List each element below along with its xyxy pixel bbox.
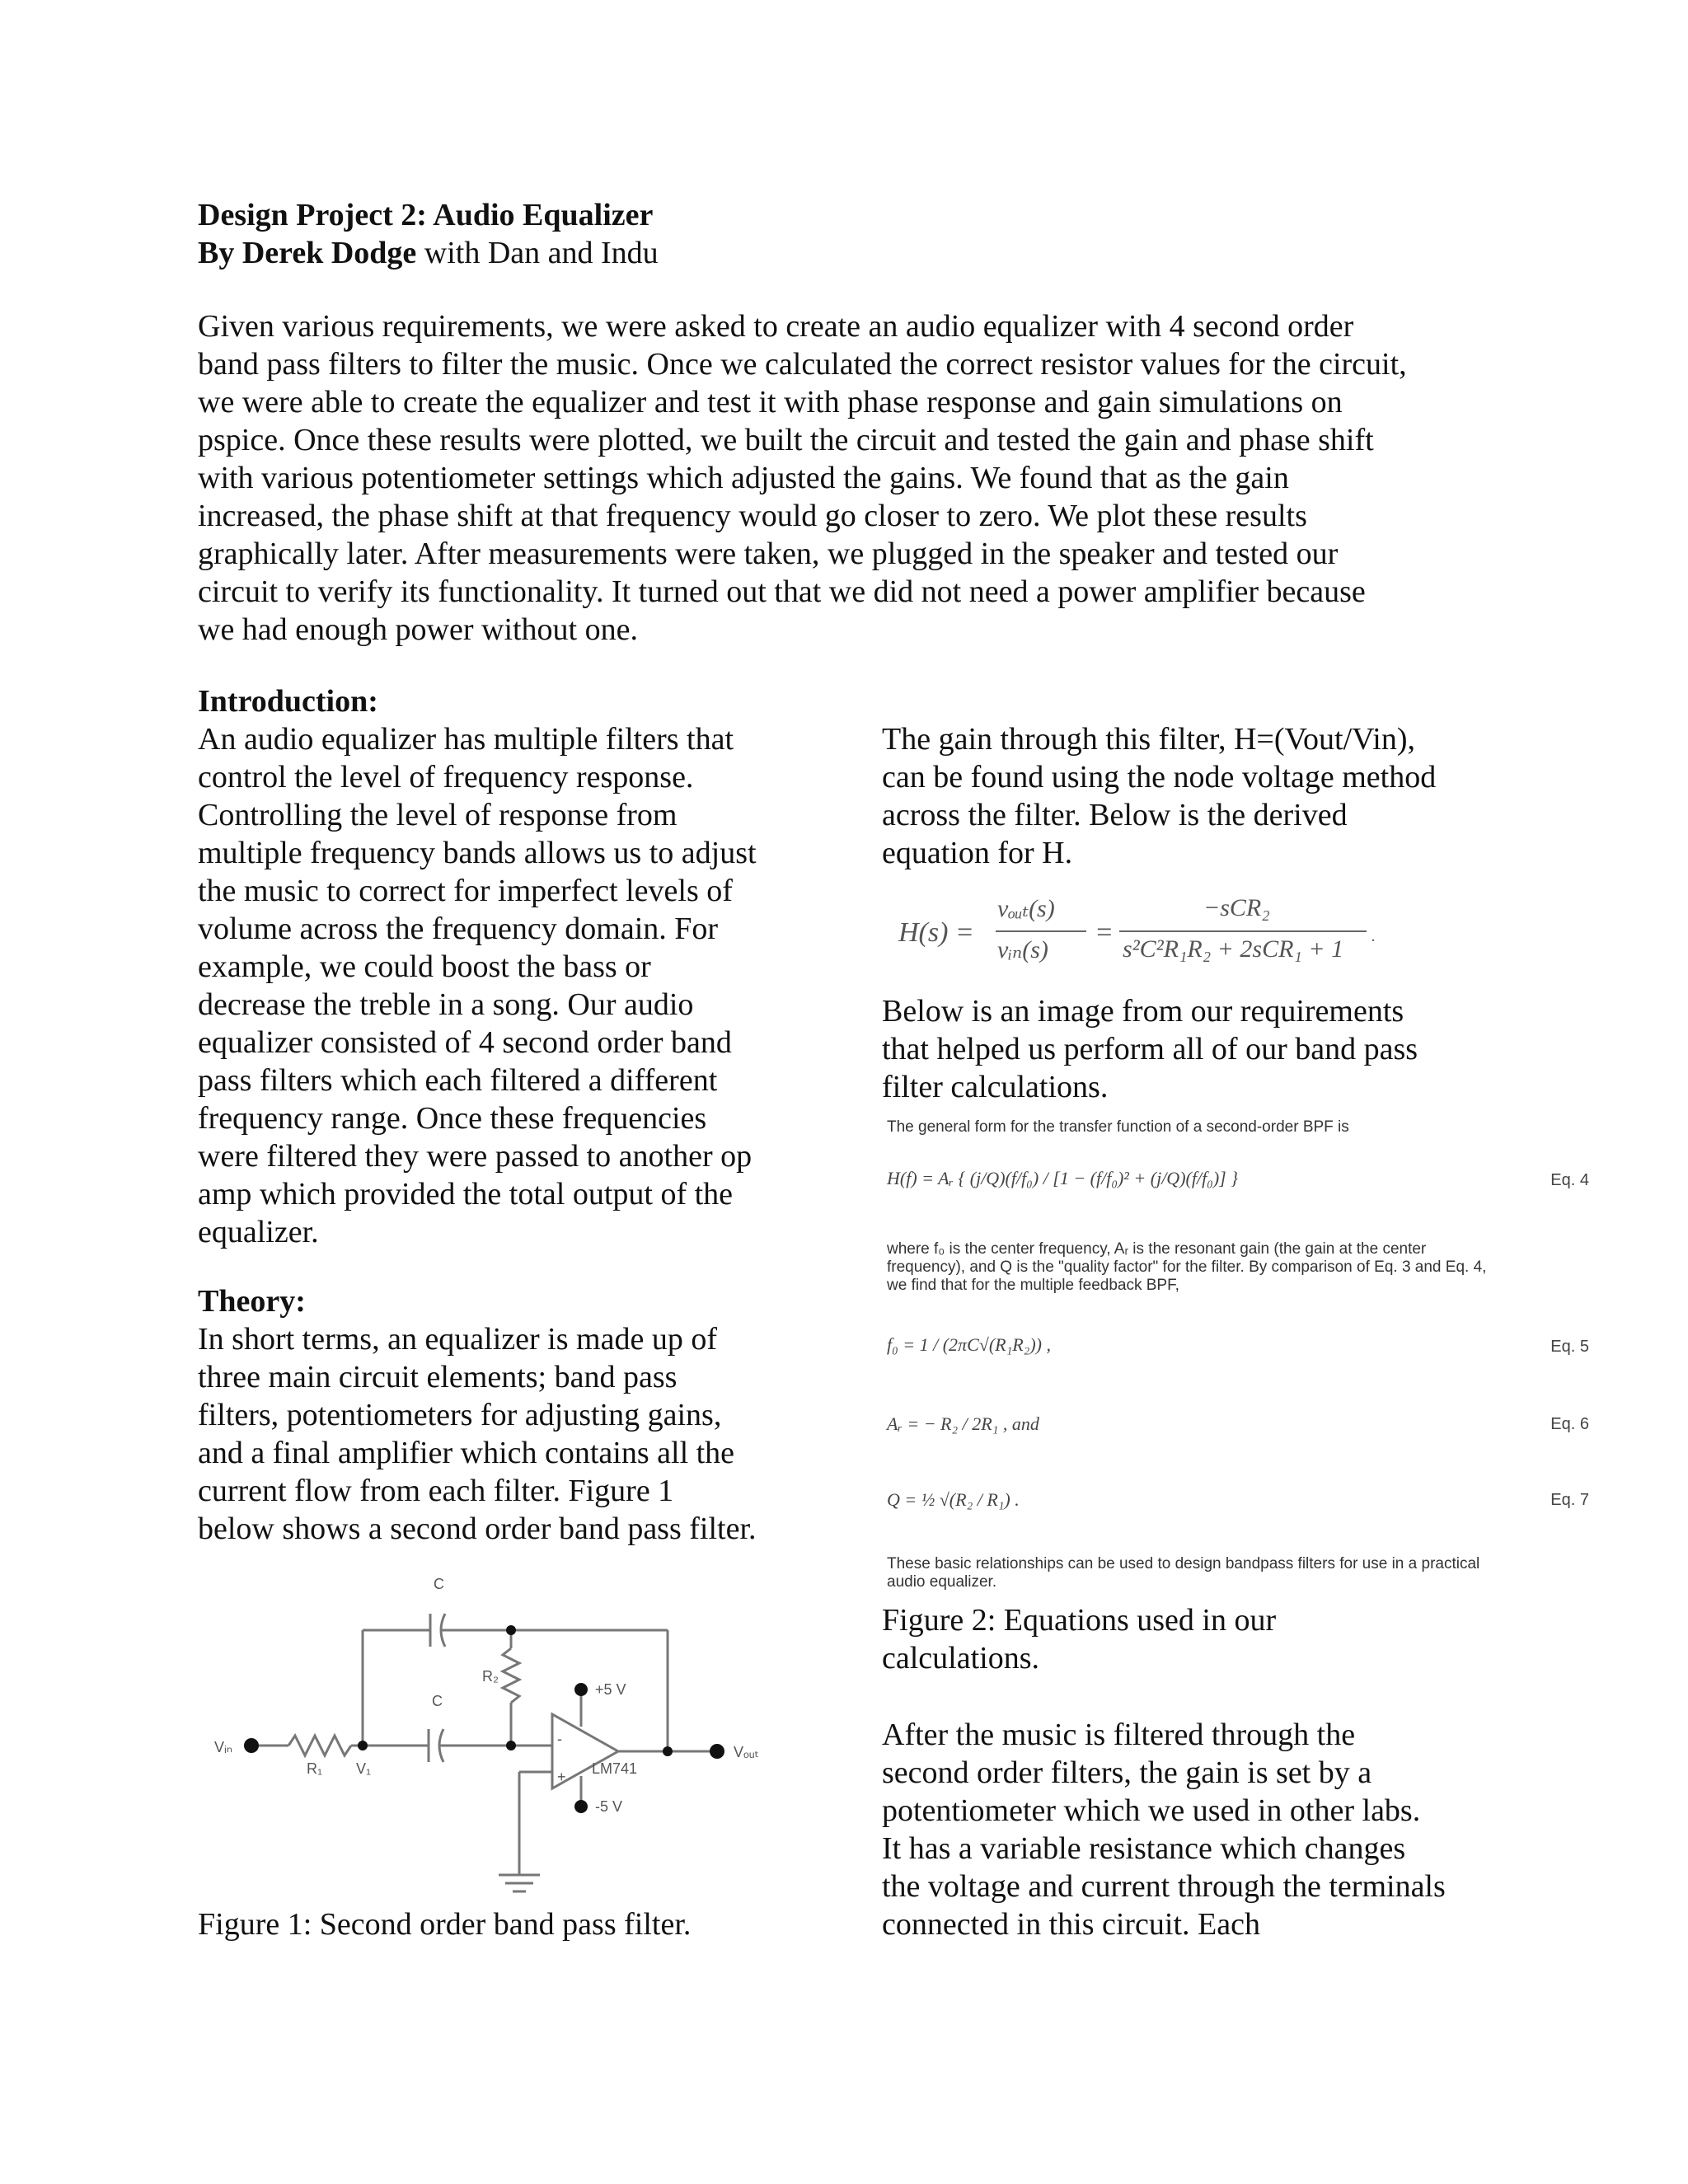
frac1-bar <box>996 930 1086 932</box>
req-intro: The general form for the transfer function of a second-order BPF is <box>887 1118 1349 1136</box>
theory-line: below shows a second order band pass filter. <box>198 1511 757 1546</box>
theory-section <box>198 1282 757 1548</box>
introduction-line: frequency range. Once these frequencies <box>198 1101 707 1136</box>
req-where-line: frequency), and Q is the "quality factor" for the filter. By comparison of Eq. 3 and Eq. 4, <box>887 1258 1487 1276</box>
theory-line: filters, potentiometers for adjusting gains, <box>198 1398 722 1432</box>
label-c-top: C <box>434 1576 444 1592</box>
label-plus-input: + <box>557 1769 566 1785</box>
label-r2: R₂ <box>482 1668 499 1685</box>
abstract-line: we were able to create the equalizer and test it with phase response and gain simulations on <box>198 385 1343 419</box>
introduction-line: the music to correct for imperfect levels of <box>198 874 733 908</box>
requirements-line: that helped us perform all of our band pass <box>882 1032 1418 1066</box>
theory-line: In short terms, an equalizer is made up of <box>198 1322 717 1357</box>
eq-trail: . <box>1372 927 1376 945</box>
potentiometer-paragraph <box>882 1716 1446 1943</box>
gain-paragraph <box>882 720 1436 872</box>
author-name: By Derek Dodge <box>198 236 417 270</box>
introduction-line: amp which provided the total output of the <box>198 1177 734 1212</box>
gain-line: can be found using the node voltage method <box>882 760 1437 794</box>
label-minus5v: -5 V <box>595 1798 623 1815</box>
introduction-line: equalizer consisted of 4 second order band <box>198 1025 732 1060</box>
abstract-line: Given various requirements, we were asked to create an audio equalizer with 4 second order <box>198 309 1354 344</box>
potentiometer-line: It has a variable resistance which changes <box>882 1831 1406 1866</box>
req-closing-line: These basic relationships can be used to design bandpass filters for use in a practical <box>887 1555 1480 1572</box>
abstract-line: circuit to verify its functionality. It turned out that we did not need a power amplifier because <box>198 574 1366 609</box>
req-eq6: Aᵣ = − R₂ / 2R₁ , and <box>887 1413 1039 1434</box>
eq-equals: = <box>1095 917 1114 948</box>
gain-line: The gain through this filter, H=(Vout/Vin), <box>882 722 1416 757</box>
document-title: Design Project 2: Audio Equalizer <box>198 198 654 232</box>
label-minus-input: - <box>557 1731 562 1747</box>
introduction-line: volume across the frequency domain. For <box>198 912 719 946</box>
label-vin: Vᵢₙ <box>214 1739 233 1755</box>
potentiometer-line: the voltage and current through the terminals <box>882 1869 1446 1904</box>
figure1-caption: Figure 1: Second order band pass filter. <box>198 1907 692 1942</box>
requirements-paragraph <box>882 992 1418 1106</box>
abstract-line: pspice. Once these results were plotted, we built the circuit and tested the gain and phase shift <box>198 423 1374 457</box>
abstract-line: with various potentiometer settings which adjusted the gains. We found that as the gain <box>198 461 1289 495</box>
req-where-line: where f₀ is the center frequency, Aᵣ is the resonant gain (the gain at the center <box>887 1240 1427 1258</box>
requirements-line: Below is an image from our requirements <box>882 994 1404 1029</box>
theory-line: current flow from each filter. Figure 1 <box>198 1474 674 1508</box>
potentiometer-line: second order filters, the gain is set by a <box>882 1755 1372 1790</box>
introduction-line: An audio equalizer has multiple filters that <box>198 722 734 757</box>
eq-frac2-num: −sCR₂ <box>1203 894 1270 921</box>
introduction-line: equalizer. <box>198 1215 319 1249</box>
potentiometer-line: After the music is filtered through the <box>882 1718 1356 1752</box>
req-eq7: Q = ½ √(R₂ / R₁) . <box>887 1489 1020 1510</box>
eq-frac1-num: vₒᵤₜ(s) <box>997 895 1055 922</box>
label-lm741: LM741 <box>592 1760 638 1777</box>
req-eq5-number: Eq. 5 <box>1550 1338 1589 1356</box>
introduction-line: decrease the treble in a song. Our audio <box>198 987 694 1022</box>
introduction-line: control the level of frequency response. <box>198 760 694 794</box>
theory-line: and a final amplifier which contains all the <box>198 1436 735 1470</box>
abstract-paragraph <box>198 307 1407 649</box>
figure2-caption <box>882 1601 1276 1677</box>
abstract-line: graphically later. After measurements were taken, we plugged in the speaker and tested our <box>198 537 1339 571</box>
req-eq4: H(f) = Aᵣ { (j/Q)(f/f₀) / [1 − (f/f₀)² + (j/Q)(f/f₀)] } <box>887 1168 1239 1188</box>
req-eq5: f₀ = 1 / (2πC√(R₁R₂)) , <box>887 1334 1051 1355</box>
abstract-line: band pass filters to filter the music. Once we calculated the correct resistor values for the circuit, <box>198 347 1407 382</box>
eq-frac1-den: vᵢₙ(s) <box>997 936 1048 963</box>
requirements-line: filter calculations. <box>882 1070 1109 1104</box>
transfer-function-equation <box>898 894 1376 977</box>
introduction-line: were filtered they were passed to another op <box>198 1139 753 1174</box>
req-eq7-number: Eq. 7 <box>1550 1491 1589 1509</box>
abstract-line: increased, the phase shift at that frequency would go closer to zero. We plot these results <box>198 499 1307 533</box>
label-r1: R₁ <box>307 1760 323 1777</box>
req-eq6-number: Eq. 6 <box>1550 1415 1589 1433</box>
req-where-line: we find that for the multiple feedback BPF, <box>887 1277 1179 1294</box>
req-closing-line: audio equalizer. <box>887 1573 997 1591</box>
req-eq4-number: Eq. 4 <box>1550 1171 1589 1189</box>
introduction-line: pass filters which each filtered a different <box>198 1063 718 1098</box>
gain-line: across the filter. Below is the derived <box>882 798 1348 832</box>
band-pass-filter-schematic <box>198 1566 791 1920</box>
potentiometer-line: potentiometer which we used in other labs. <box>882 1793 1421 1828</box>
frac2-bar <box>1119 930 1367 932</box>
eq-lhs: H(s) = <box>898 917 974 948</box>
introduction-line: Controlling the level of response from <box>198 798 678 832</box>
requirements-equations-image <box>887 1118 1606 1598</box>
theory-line: three main circuit elements; band pass <box>198 1360 678 1394</box>
potentiometer-line: connected in this circuit. Each <box>882 1907 1260 1942</box>
figure2-caption-line: Figure 2: Equations used in our <box>882 1603 1277 1638</box>
introduction-line: multiple frequency bands allows us to adjust <box>198 836 757 870</box>
label-vout: Vₒᵤₜ <box>734 1744 759 1760</box>
gain-line: equation for H. <box>882 836 1073 870</box>
figure2-caption-line: calculations. <box>882 1641 1039 1675</box>
introduction-section <box>198 682 757 1251</box>
eq-frac2-den: s²C²R₁R₂ + 2sCR₁ + 1 <box>1123 935 1344 963</box>
collaborators: with Dan and Indu <box>416 236 659 270</box>
label-v1: V₁ <box>356 1760 372 1777</box>
introduction-line: example, we could boost the bass or <box>198 949 651 984</box>
theory-heading: Theory: <box>198 1284 306 1319</box>
byline <box>198 234 659 272</box>
label-c-mid: C <box>432 1693 443 1709</box>
label-plus5v: +5 V <box>595 1681 626 1698</box>
introduction-heading: Introduction: <box>198 684 378 719</box>
abstract-line: we had enough power without one. <box>198 612 638 647</box>
